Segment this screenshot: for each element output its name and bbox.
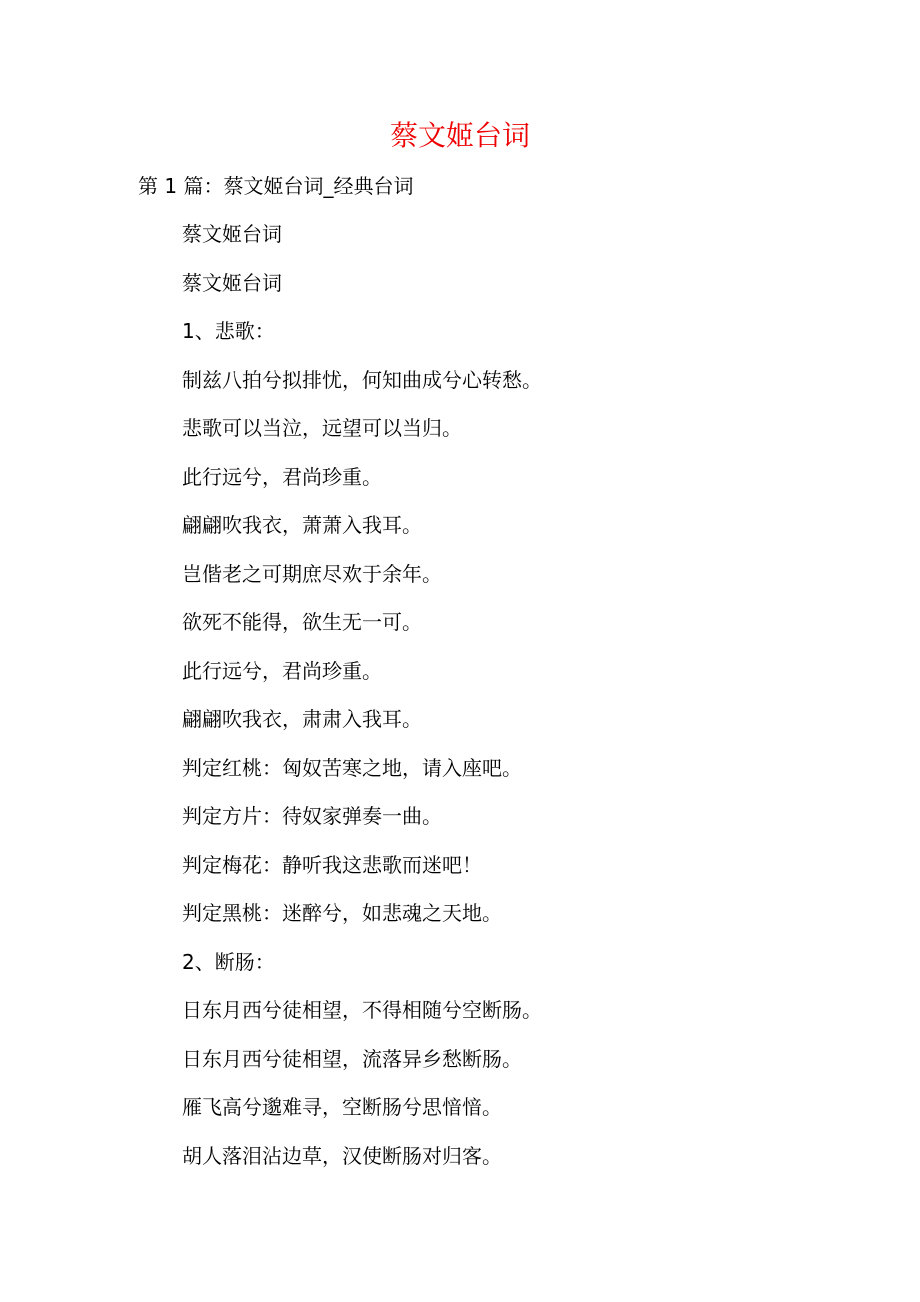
text-line: 蔡文姬台词	[182, 222, 282, 246]
text-lines	[182, 218, 542, 1188]
text-line: 2、断肠：	[182, 949, 275, 974]
text-line: 翩翩吹我衣，萧萧入我耳。	[182, 513, 422, 537]
text-line: 1、悲歌：	[182, 319, 275, 343]
text-line: 判定黑桃：迷醉兮，如悲魂之天地。	[182, 901, 502, 925]
text-line: 日东月西兮徒相望，流落异乡愁断肠。	[182, 1046, 522, 1071]
text-line: 悲歌可以当泣，远望可以当归。	[182, 416, 462, 440]
text-line: 此行远兮，君尚珍重。	[182, 464, 382, 489]
text-line: 欲死不能得，欲生无一可。	[182, 610, 422, 634]
text-line: 判定梅花：静听我这悲歌而迷吧！	[182, 852, 482, 877]
text-line: 制兹八拍兮拟排忧，何知曲成兮心转愁。	[182, 367, 542, 392]
text-line: 日东月西兮徒相望，不得相随兮空断肠。	[182, 998, 542, 1022]
text-line: 雁飞高兮邈难寻，空断肠兮思愔愔。	[182, 1095, 502, 1119]
section-heading: 第 1 篇：蔡文姬台词_经典台词	[138, 174, 414, 198]
text-line: 胡人落泪沾边草，汉使断肠对归客。	[182, 1143, 502, 1168]
text-line: 蔡文姬台词	[182, 270, 282, 295]
text-line: 岂偕老之可期庶尽欢于余年。	[182, 561, 442, 586]
text-line: 判定红桃：匈奴苦寒之地，请入座吧。	[182, 755, 522, 780]
document-title: 蔡文姬台词	[389, 119, 530, 152]
text-line: 翩翩吹我衣，肃肃入我耳。	[182, 707, 422, 731]
text-line: 此行远兮，君尚珍重。	[182, 658, 382, 683]
text-line: 判定方片：待奴家弹奏一曲。	[182, 804, 442, 828]
